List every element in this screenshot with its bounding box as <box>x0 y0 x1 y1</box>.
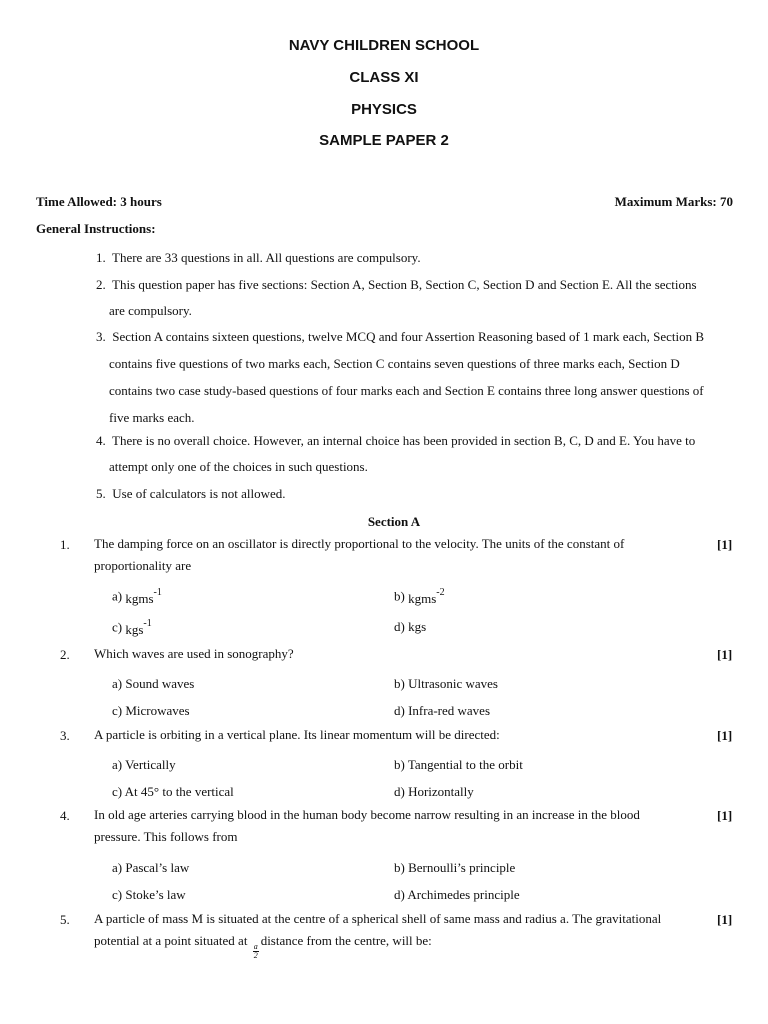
paper-title: SAMPLE PAPER 2 <box>319 132 449 149</box>
question-number: 5. <box>60 912 70 927</box>
school-name: NAVY CHILDREN SCHOOL <box>288 37 480 54</box>
option-a: a) kgms$^{-1}$ <box>112 587 162 607</box>
question-number: 1. <box>60 537 70 552</box>
option-d: d) Horizontally <box>394 784 474 799</box>
option-b: b) Tangential to the orbit <box>394 757 523 772</box>
question-mark: [1] <box>717 728 733 743</box>
question-text: A particle is orbiting in a vertical plane. Its linear momentum will be directed: <box>94 727 500 742</box>
option-b: b) kgms$^{-2}$ <box>394 587 445 607</box>
option-a: a) Pascal’s law <box>112 860 190 875</box>
time-allowed: Time Allowed: 3 hours <box>36 194 162 209</box>
question-mark: [1] <box>717 808 733 823</box>
subject-title: PHYSICS <box>351 101 417 118</box>
question-number: 3. <box>60 728 70 743</box>
option-d: d) Archimedes principle <box>394 887 520 902</box>
question-text: Which waves are used in sonography? <box>94 646 294 661</box>
fraction-a-over-2: $\frac{a}{2}$ <box>253 942 258 960</box>
instructions-title: General Instructions: <box>36 221 156 236</box>
maximum-marks: Maximum Marks: 70 <box>614 194 733 209</box>
option-b: b) Bernoulli’s principle <box>394 860 516 875</box>
question-text: A particle of mass M is situated at the centre of a spherical shell of same mass and radius a. The gravitational potential at a point situated at $\frac{a}{2}$ distance from the centre, will be: <box>94 911 662 960</box>
question-number: 4. <box>60 808 70 823</box>
option-a: a) Vertically <box>112 757 176 772</box>
instruction-item: 4. There is no overall choice. However, an internal choice has been provided in section B, C, D and E. You have to attempt only one of the choices in such questions. <box>96 433 696 474</box>
question-mark: [1] <box>717 537 733 552</box>
option-c: c) At 45° to the vertical <box>112 784 234 799</box>
option-c: c) Stoke’s law <box>112 887 186 902</box>
class-title: CLASS XI <box>349 69 419 86</box>
option-a: a) Sound waves <box>112 676 195 691</box>
option-c: c) kgs$^{-1}$ <box>112 618 152 638</box>
option-c: c) Microwaves <box>112 703 190 718</box>
option-d: d) kgs <box>394 619 427 634</box>
instruction-item: 1. There are 33 questions in all. All questions are compulsory. <box>96 250 421 265</box>
section-title: Section A <box>367 514 421 529</box>
option-b: b) Ultrasonic waves <box>394 676 498 691</box>
question-mark: [1] <box>717 647 733 662</box>
question-mark: [1] <box>717 912 733 927</box>
question-text: In old age arteries carrying blood in the human body become narrow resulting in an increase in the blood pressure. This follows from <box>94 807 640 844</box>
instruction-item: 5. Use of calculators is not allowed. <box>96 486 286 501</box>
question-number: 2. <box>60 647 70 662</box>
instruction-item: 3. Section A contains sixteen questions, twelve MCQ and four Assertion Reasoning based of 1 mark each, Section B contains five questions of two marks each, Section C contains seven questions of three marks each, Section D contains two case study-based questions of four marks each and Section E contains three long answer questions of five marks each. <box>96 329 705 425</box>
option-d: d) Infra-red waves <box>394 703 491 718</box>
question-text: The damping force on an oscillator is directly proportional to the velocity. The units of the constant of proportionality are <box>94 536 625 573</box>
instruction-item: 2. This question paper has five sections: Section A, Section B, Section C, Section D and Section E. All the sections are compulsory. <box>96 277 697 318</box>
